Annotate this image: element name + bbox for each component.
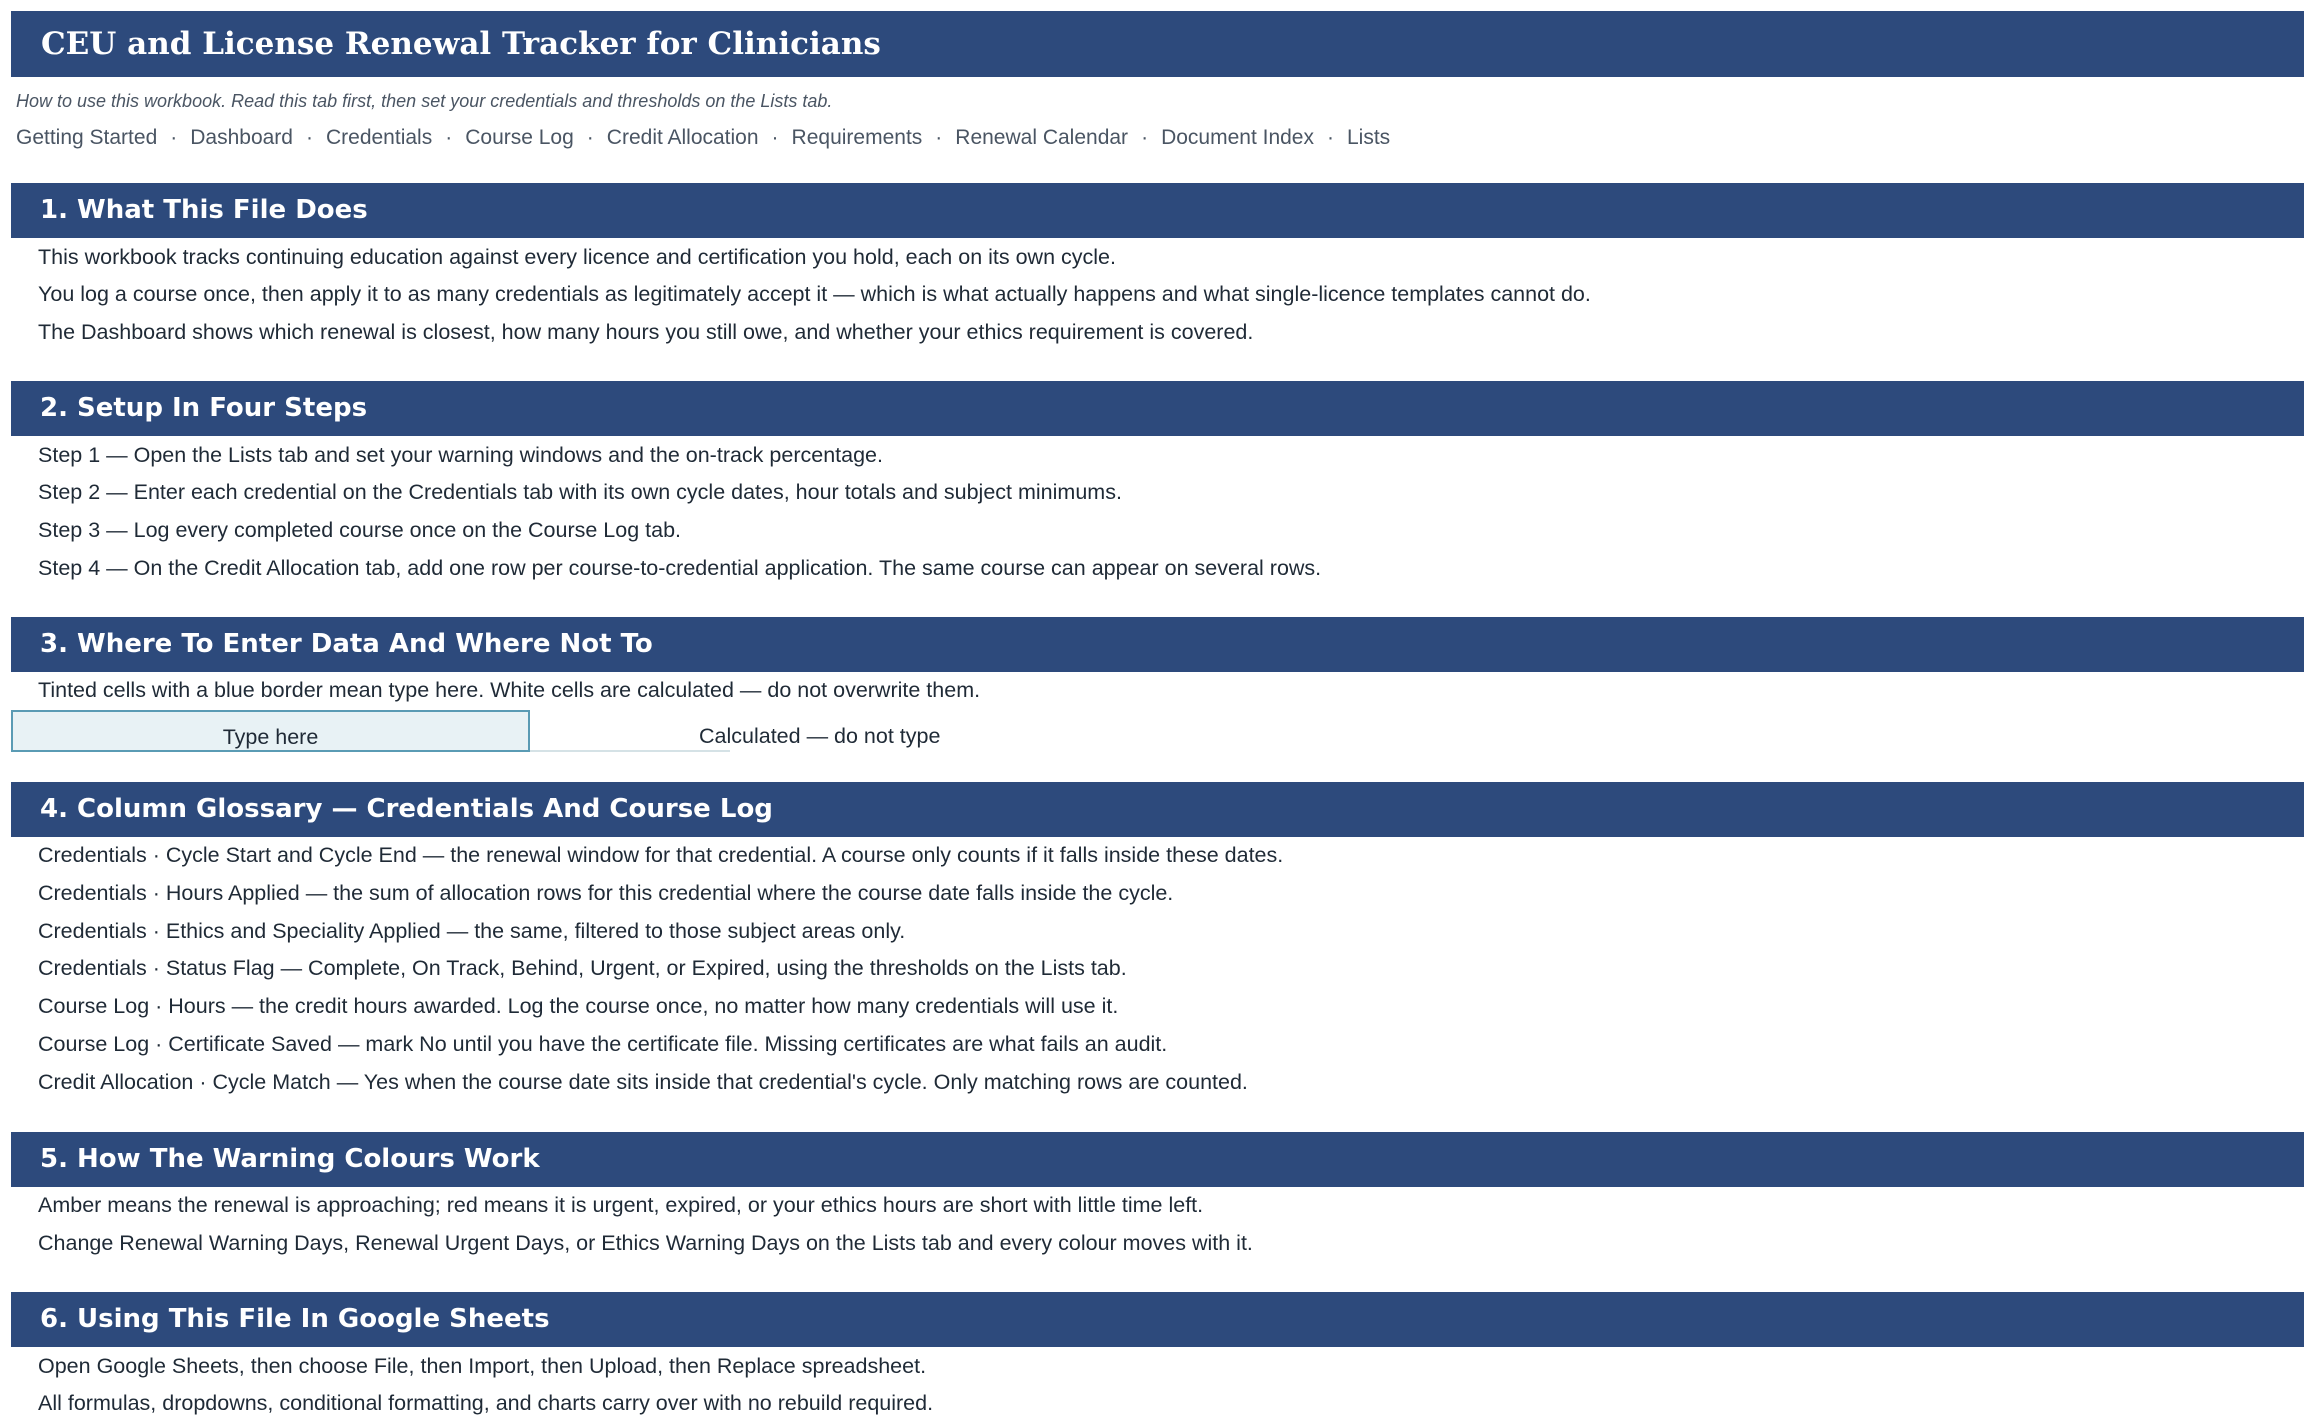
tab-separator: · xyxy=(305,126,313,149)
glossary-item: Credentials · Hours Applied — the sum of allocation rows for this credential where the course date falls inside the cycle. xyxy=(38,881,1174,905)
section-heading-warning-colours: 5. How The Warning Colours Work xyxy=(11,1132,2304,1187)
section-heading-what-this-file-does: 1. What This File Does xyxy=(11,183,2304,238)
tab-separator: · xyxy=(935,126,943,149)
setup-step-1: Step 1 — Open the Lists tab and set your warning windows and the on-track percentage. xyxy=(38,443,883,467)
section-5-line-1: Amber means the renewal is approaching; red means it is urgent, expired, or your ethics hours are short with little time left. xyxy=(38,1193,1204,1217)
tab-link-document-index[interactable]: Document Index xyxy=(1161,126,1314,149)
tab-link-credit-allocation[interactable]: Credit Allocation xyxy=(606,126,759,149)
glossary-item: Credentials · Cycle Start and Cycle End — the renewal window for that credential. A course only counts if it falls inside these dates. xyxy=(38,843,1284,867)
section-1-line-1: This workbook tracks continuing education against every licence and certification you hold, each on its own cycle. xyxy=(38,245,1116,269)
tab-separator: · xyxy=(1326,126,1334,149)
section-heading-setup-steps: 2. Setup In Four Steps xyxy=(11,381,2304,436)
tab-separator: · xyxy=(586,126,594,149)
calculated-cell-label: Calculated — do not type xyxy=(699,724,941,748)
tab-separator: · xyxy=(1141,126,1149,149)
section-1-line-2: You log a course once, then apply it to as many credentials as legitimately accept it — which is what actually happens and what single-licence templates cannot do. xyxy=(38,282,1591,306)
tab-separator: · xyxy=(170,126,178,149)
setup-step-2: Step 2 — Enter each credential on the Credentials tab with its own cycle dates, hour totals and subject minimums. xyxy=(38,480,1122,504)
glossary-item: Credit Allocation · Cycle Match — Yes when the course date sits inside that credential's cycle. Only matching rows are counted. xyxy=(38,1070,1248,1094)
setup-step-3: Step 3 — Log every completed course once on the Course Log tab. xyxy=(38,518,682,542)
tab-link-course-log[interactable]: Course Log xyxy=(465,126,574,149)
section-5-line-2: Change Renewal Warning Days, Renewal Urgent Days, or Ethics Warning Days on the Lists tab and every colour moves with it. xyxy=(38,1231,1253,1255)
tab-link-credentials[interactable]: Credentials xyxy=(325,126,433,149)
section-3-line-1: Tinted cells with a blue border mean type here. White cells are calculated — do not overwrite them. xyxy=(38,678,981,702)
tab-link-requirements[interactable]: Requirements xyxy=(791,126,923,149)
section-1-line-3: The Dashboard shows which renewal is closest, how many hours you still owe, and whether your ethics requirement is covered. xyxy=(38,320,1254,344)
setup-step-4: Step 4 — On the Credit Allocation tab, add one row per course-to-credential application. The same course can appear on several rows. xyxy=(38,556,1322,580)
sheet-tab-links xyxy=(16,126,1390,150)
tab-separator: · xyxy=(771,126,779,149)
tab-link-renewal-calendar[interactable]: Renewal Calendar xyxy=(955,126,1129,149)
section-heading-where-to-enter-data: 3. Where To Enter Data And Where Not To xyxy=(11,617,2304,672)
page-subtitle: How to use this workbook. Read this tab first, then set your credentials and thresholds on the Lists tab. xyxy=(16,91,833,111)
tab-link-getting-started[interactable]: Getting Started xyxy=(16,126,158,149)
section-heading-column-glossary: 4. Column Glossary — Credentials And Course Log xyxy=(11,782,2304,837)
input-cell-legend[interactable]: Type here xyxy=(11,710,530,752)
section-6-line-2: All formulas, dropdowns, conditional formatting, and charts carry over with no rebuild required. xyxy=(38,1391,934,1415)
glossary-item: Course Log · Certificate Saved — mark No until you have the certificate file. Missing certificates are what fails an audit. xyxy=(38,1032,1168,1056)
tab-separator: · xyxy=(445,126,453,149)
tab-link-lists[interactable]: Lists xyxy=(1346,126,1391,149)
page-title: CEU and License Renewal Tracker for Clinicians xyxy=(11,11,2304,77)
section-heading-google-sheets: 6. Using This File In Google Sheets xyxy=(11,1292,2304,1347)
glossary-item: Course Log · Hours — the credit hours awarded. Log the course once, no matter how many credentials will use it. xyxy=(38,994,1119,1018)
glossary-item: Credentials · Status Flag — Complete, On Track, Behind, Urgent, or Expired, using the thresholds on the Lists tab. xyxy=(38,956,1127,980)
glossary-item: Credentials · Ethics and Speciality Applied — the same, filtered to those subject areas only. xyxy=(38,919,906,943)
section-6-line-1: Open Google Sheets, then choose File, then Import, then Upload, then Replace spreadsheet. xyxy=(38,1354,927,1378)
tab-link-dashboard[interactable]: Dashboard xyxy=(190,126,293,149)
